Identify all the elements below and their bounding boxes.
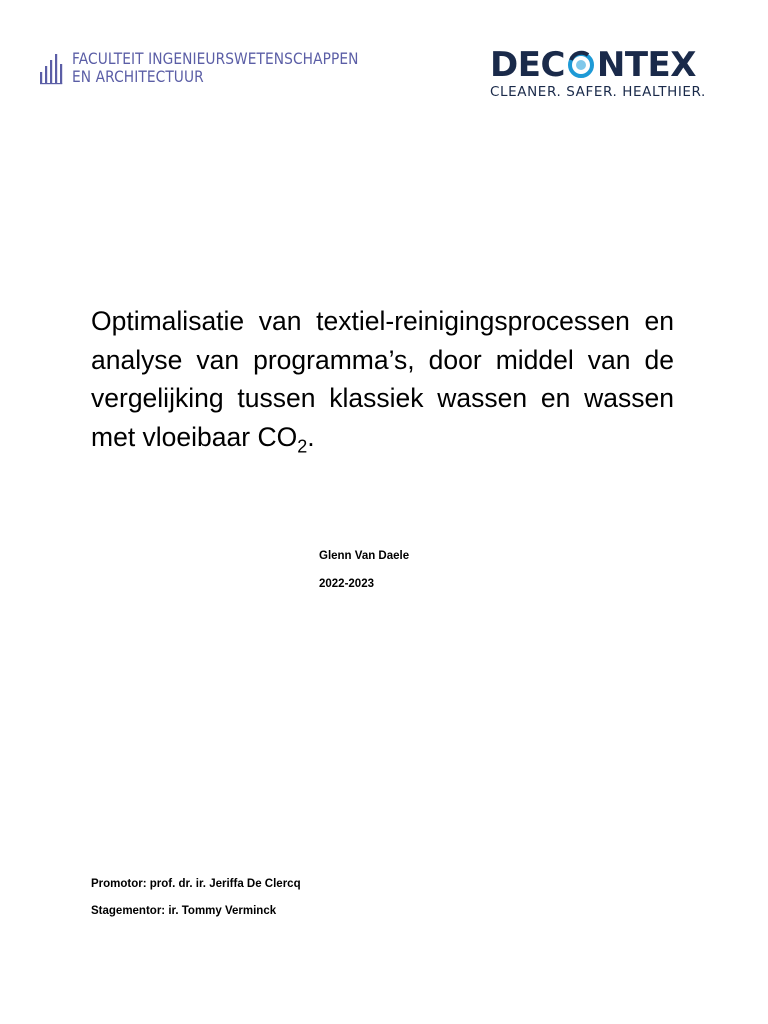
decontex-logo bbox=[488, 44, 733, 102]
decontex-tagline: CLEANER. SAFER. HEALTHIER. bbox=[490, 84, 706, 100]
author-name: Glenn Van Daele bbox=[319, 550, 410, 562]
thesis-title bbox=[91, 302, 674, 465]
decontex-o-ring-icon bbox=[566, 50, 596, 80]
faculty-building-icon bbox=[38, 50, 68, 86]
faculty-name bbox=[72, 50, 359, 86]
faculty-name-line1: FACULTEIT INGENIEURSWETENSCHAPPEN bbox=[72, 49, 359, 68]
faculty-logo bbox=[38, 50, 378, 90]
promotor-line: Promotor: prof. dr. ir. Jeriffa De Clercq bbox=[91, 878, 301, 890]
decontex-name-start: DEC bbox=[490, 45, 565, 85]
thesis-title-subscript: 2 bbox=[297, 435, 308, 456]
decontex-wordmark bbox=[490, 44, 696, 86]
decontex-name-end: NTEX bbox=[596, 45, 696, 85]
faculty-name-line2: EN ARCHITECTUUR bbox=[72, 67, 204, 86]
thesis-title-text: Optimalisatie van textiel-reinigingsprocessen en analyse van programma’s, door middel van de vergelijking tussen klassiek wassen en wassen met vloeibaar CO bbox=[91, 306, 674, 452]
academic-year: 2022-2023 bbox=[319, 578, 374, 590]
thesis-title-end: . bbox=[307, 421, 315, 452]
stagementor-line: Stagementor: ir. Tommy Verminck bbox=[91, 905, 277, 917]
